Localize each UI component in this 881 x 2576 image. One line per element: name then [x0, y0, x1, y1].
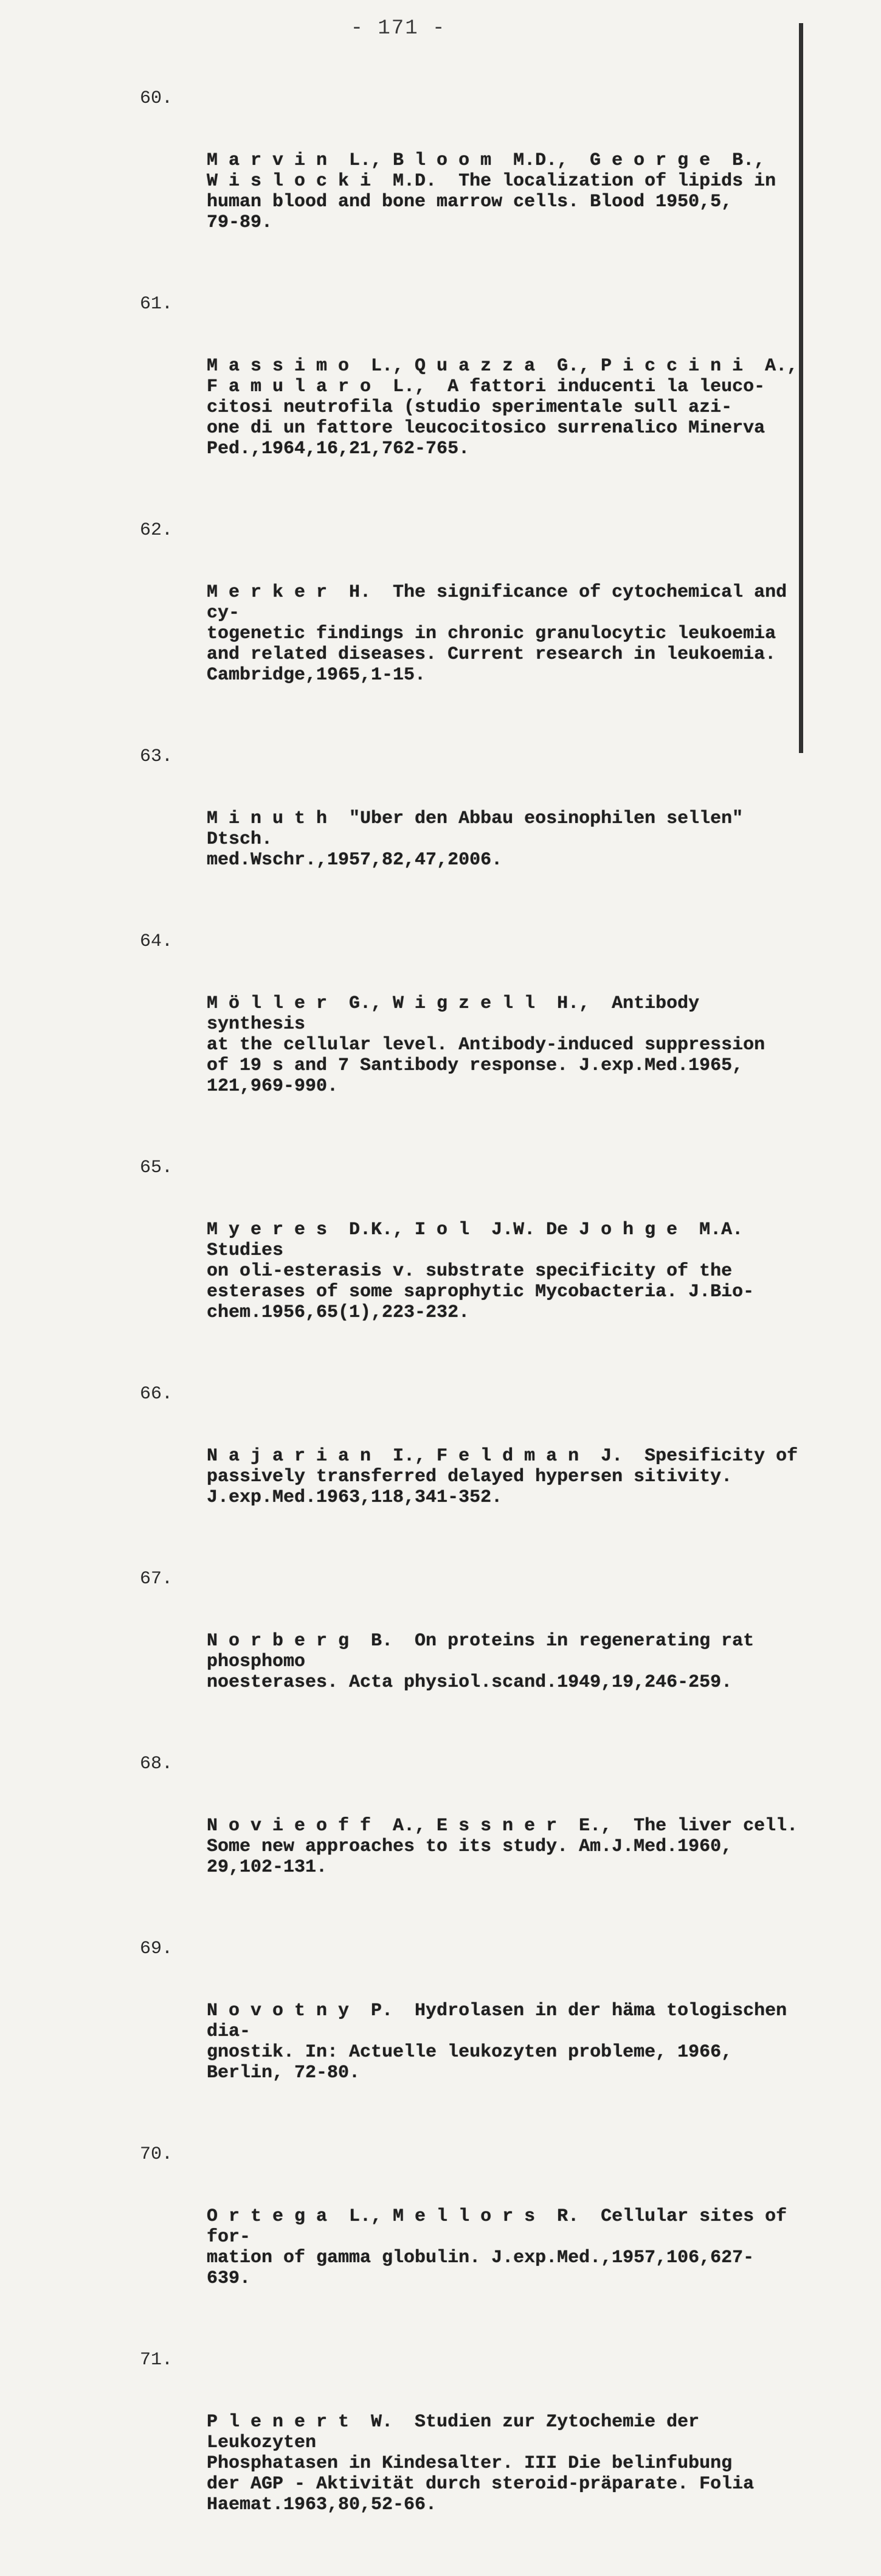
reference-number: 68.: [140, 1754, 173, 1774]
reference-number: 63.: [140, 746, 173, 767]
reference-text: M i n u t h "Uber den Abbau eosinophilen sellen" Dtsch. med.Wschr.,1957,82,47,2006.: [207, 808, 744, 870]
reference-text: N o r b e r g B. On proteins in regenerating rat phosphomo noesterases. Acta physiol.scand.1949,19,246-259.: [207, 1631, 755, 1693]
reference-number: 70.: [140, 2144, 173, 2165]
reference-entry-68: [140, 1754, 803, 1919]
page-number: - 171 -: [350, 17, 446, 40]
reference-number: 69.: [140, 1939, 173, 1959]
reference-text: M a s s i m o L., Q u a z z a G., P i c c i n i A., F a m u l a r o L., A fattori inducenti la leuco- citosi neutrofila (studio sperimentale sull azi- one di un fattore leucocitosico surrenalico Minerva Ped.,1964,16,21,762-765.: [207, 356, 798, 459]
reference-number: 65.: [140, 1158, 173, 1178]
reference-entry-64: [140, 931, 803, 1138]
reference-text: M a r v i n L., B l o o m M.D., G e o r g e B., W i s l o c k i M.D. The localization of lipids in human blood and bone marrow cells. Blood 1950,5, 79-89.: [207, 150, 776, 233]
reference-text: N o v o t n y P. Hydrolasen in der häma tologischen dia- gnostik. In: Actuelle leukozyten probleme, 1966, Berlin, 72-80.: [207, 2001, 787, 2083]
reference-text: P l e n e r t W. Studien zur Zytochemie der Leukozyten Phosphatasen in Kindesalter. III Die belinfubung der AGP - Aktivität durch steroid-präparate. Folia Haemat.1963,80,52-66.: [207, 2412, 755, 2515]
reference-entry-71: [140, 2350, 803, 2557]
reference-number: 60.: [140, 88, 173, 109]
reference-number: 64.: [140, 931, 173, 952]
reference-entry-62: [140, 520, 803, 727]
reference-number: 62.: [140, 520, 173, 541]
reference-text: M ö l l e r G., W i g z e l l H., Antibody synthesis at the cellular level. Antibody-induced suppression of 19 s and 7 Santibody response. J.exp.Med.1965, 121,969-990.: [207, 993, 765, 1097]
reference-text: N a j a r i a n I., F e l d m a n J. Spesificity of passively transferred delayed hypersen sitivity. J.exp.Med.1963,118,341-352.: [207, 1446, 798, 1508]
reference-entry-70: [140, 2144, 803, 2330]
reference-text: M y e r e s D.K., I o l J.W. De J o h g e M.A. Studies on oli-esterasis v. substrate specificity of the esterases of some saprophytic Mycobacteria. J.Bio- chem.1956,65(1),223-232.: [207, 1220, 755, 1323]
reference-number: 71.: [140, 2350, 173, 2370]
reference-number: 61.: [140, 294, 173, 314]
reference-entry-63: [140, 746, 803, 912]
reference-text: O r t e g a L., M e l l o r s R. Cellular sites of for- mation of gamma globulin. J.exp.Med.,1957,106,627- 639.: [207, 2206, 787, 2289]
reference-entry-60: [140, 88, 803, 274]
reference-number: 66.: [140, 1384, 173, 1404]
reference-entry-65: [140, 1158, 803, 1364]
reference-list: [140, 88, 803, 2576]
reference-entry-69: [140, 1939, 803, 2125]
reference-text: N o v i e o f f A., E s s n e r E., The liver cell. Some new approaches to its study. Am.J.Med.1960, 29,102-131.: [207, 1816, 798, 1878]
reference-text: M e r k e r H. The significance of cytochemical and cy- togenetic findings in chronic granulocytic leukoemia and related diseases. Current research in leukoemia. Cambridge,1965,1-15.: [207, 582, 787, 686]
reference-entry-66: [140, 1384, 803, 1549]
reference-entry-67: [140, 1569, 803, 1734]
reference-number: 67.: [140, 1569, 173, 1589]
reference-entry-61: [140, 294, 803, 501]
